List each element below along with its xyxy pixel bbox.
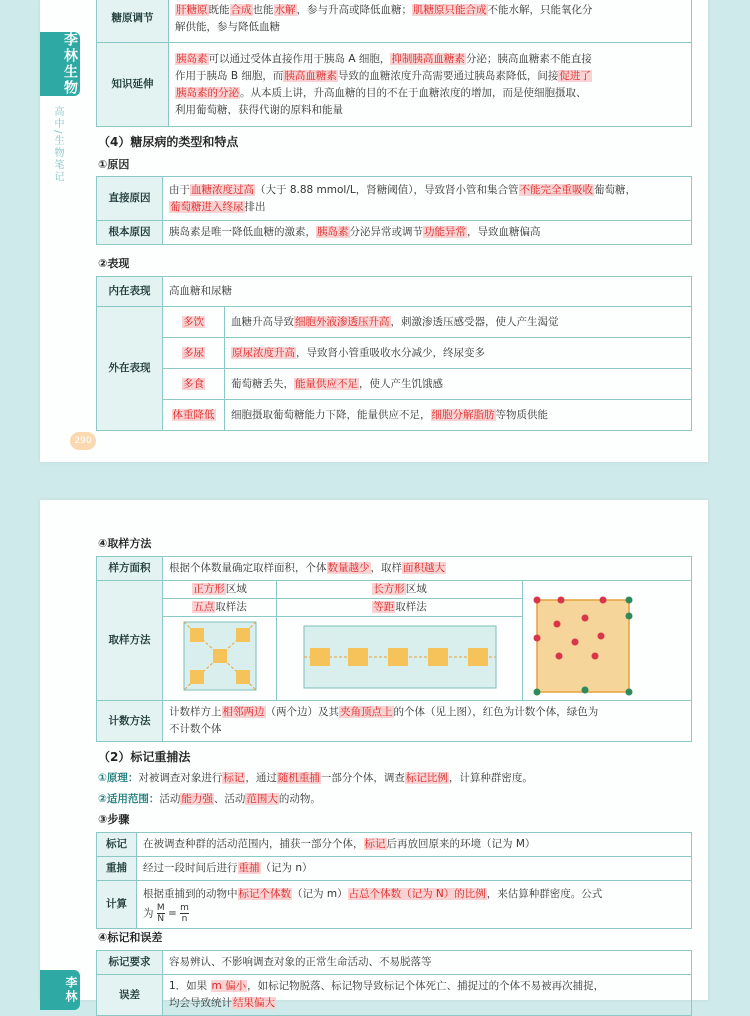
text-segment: 计数样方上 — [169, 706, 222, 718]
text-segment: 葡萄糖， — [594, 183, 636, 196]
text-line — [169, 704, 685, 721]
text-segment: 区域 — [405, 583, 427, 595]
text-segment: 的个体（见上图），红色为计数个体，绿色为 — [393, 706, 599, 718]
cause-table — [96, 176, 692, 245]
rect-title — [277, 581, 523, 599]
highlight-text: 面积越大 — [403, 562, 445, 574]
subsection-title: ①原因 — [98, 158, 130, 171]
text-line — [169, 978, 685, 995]
highlight-text: 细胞外液渗透压升高 — [295, 315, 390, 328]
symptom-content — [225, 338, 692, 369]
scope-line — [98, 791, 321, 806]
highlight-text: 合成 — [230, 3, 252, 16]
sample-square — [428, 648, 448, 666]
corner-diagram-cell — [523, 581, 692, 701]
text-segment: ，取样 — [370, 562, 402, 574]
text-segment: 导致的血糖浓度升高需要通过胰岛素降低，间接 — [337, 69, 559, 82]
bold-label: ②适用范围： — [98, 793, 160, 805]
symptom-name — [163, 338, 225, 369]
text-segment: （两个边）及其 — [265, 706, 339, 718]
highlight-text: 胰岛素 — [176, 52, 208, 65]
text-line — [175, 68, 685, 85]
steps-table — [96, 832, 692, 929]
dot-red — [558, 596, 565, 603]
dot-red — [598, 632, 605, 639]
section-title: （2）标记重捕法 — [98, 750, 191, 764]
denominator: n — [181, 913, 188, 924]
five-point-cell — [163, 617, 277, 701]
five-point-diagram — [182, 620, 258, 692]
highlight-text: m 偏小 — [211, 980, 247, 992]
fraction-mn — [157, 903, 165, 924]
highlight-text: 长方形 — [373, 583, 405, 595]
row-label: 取样方法 — [97, 581, 163, 701]
formula-prefix: 为 — [143, 907, 154, 919]
text-line: 不计数个体 — [169, 723, 222, 735]
text-segment: 胰岛素是唯一降低血糖的激素， — [169, 226, 316, 238]
highlight-text: 血糖浓度过高 — [191, 183, 254, 196]
text-segment: ，导致肾小管重吸收水分减少，终尿变多 — [296, 346, 485, 359]
text-segment: 在被调查种群的活动范围内，捕获一部分个体， — [143, 838, 364, 850]
highlight-text: 胰岛素 — [317, 226, 349, 238]
text-segment: ，计算种群密度。 — [448, 772, 533, 784]
sample-square — [310, 648, 330, 666]
text-segment: 取样法 — [215, 601, 247, 613]
dot-green — [534, 688, 541, 695]
square-method — [163, 599, 277, 617]
text-segment: 既能 — [208, 3, 230, 16]
highlight-text: 相邻两边 — [222, 706, 265, 718]
square-title — [163, 581, 277, 599]
text-segment: 可以通过受体直接作用于胰岛 A 细胞， — [208, 52, 391, 65]
dot-green — [626, 596, 633, 603]
highlight-text: 范围大 — [246, 793, 278, 805]
highlight-text: 细胞分解脂肪 — [431, 408, 495, 421]
row-content — [163, 221, 692, 245]
text-segment: 。从本质上讲，升高血糖的目的不在于血糖浓度的增加，而是使细胞摄取、 — [240, 86, 587, 99]
denominator: N — [157, 913, 165, 924]
text-segment: （记为 n） — [260, 862, 313, 874]
dot-red — [572, 638, 579, 645]
symptom-label: 多食 — [183, 377, 204, 390]
text-line — [175, 51, 685, 68]
side-subtitle: 高中/生物笔记 — [52, 106, 63, 184]
symptom-name — [163, 307, 225, 338]
text-segment: 1．如果 — [169, 980, 211, 992]
text-segment: 排出 — [244, 200, 266, 213]
text-segment: 区域 — [225, 583, 247, 595]
rect-method — [277, 599, 523, 617]
text-segment: ，参与升高或降低血糖； — [296, 3, 412, 16]
row-label: 直接原因 — [97, 177, 163, 221]
text-segment: 对被调查对象进行 — [138, 772, 223, 784]
row-content — [169, 43, 692, 127]
text-segment: 根据重捕到的动物中 — [143, 887, 238, 900]
sample-square — [468, 648, 488, 666]
text-segment: 也能 — [252, 3, 274, 16]
text-segment: 作用于胰岛 B 细胞，而 — [175, 69, 284, 82]
symptom-name — [163, 369, 225, 400]
row-content — [163, 177, 692, 221]
highlight-text: 葡萄糖进入终尿 — [170, 200, 244, 213]
text-line — [175, 2, 685, 19]
sampling-table — [96, 556, 692, 742]
row-label: 知识延伸 — [97, 43, 169, 127]
row-label: 内在表现 — [97, 277, 163, 307]
sample-square — [236, 628, 250, 642]
highlight-text: 随机重捕 — [277, 772, 320, 784]
highlight-text: 抑制胰高血糖素 — [391, 52, 465, 65]
row-content — [163, 975, 692, 1016]
highlight-text: 功能异常 — [424, 226, 466, 238]
dot-red — [600, 596, 607, 603]
text-segment: ，导致血糖偏高 — [467, 226, 541, 238]
highlight-text: 能力强 — [181, 793, 213, 805]
dot-red — [534, 634, 541, 641]
row-label: 标记 — [97, 833, 137, 857]
row-label: 计算 — [97, 881, 137, 929]
dot-green — [626, 688, 633, 695]
highlight-text: 不能完全重吸收 — [519, 183, 593, 196]
side-tab-bottom: 李林 — [40, 970, 80, 1010]
text-segment: ，刺激渗透压感受器，使人产生渴觉 — [390, 315, 559, 328]
text-segment: ，通过 — [245, 772, 277, 784]
row-label: 标记要求 — [97, 951, 163, 975]
text-segment: 均会导致统计 — [169, 997, 232, 1009]
sample-square — [190, 670, 204, 684]
text-line — [169, 182, 685, 199]
highlight-text: 五点 — [193, 601, 215, 613]
glycogen-table — [96, 0, 692, 127]
row-label: 误差 — [97, 975, 163, 1016]
numerator: m — [180, 902, 189, 913]
text-line — [143, 886, 685, 903]
text-line — [169, 199, 685, 216]
dot-red — [592, 652, 599, 659]
formula — [143, 903, 685, 924]
text-segment: 分泌；胰高血糖素不能直接 — [465, 52, 592, 65]
sample-square — [348, 648, 368, 666]
subsection-title: ④取样方法 — [98, 537, 152, 550]
highlight-text: 标记比例 — [405, 772, 448, 784]
highlight-text: 标记 — [364, 838, 386, 850]
symptom-label: 多尿 — [183, 346, 204, 359]
row-content — [163, 701, 692, 742]
principle-line — [98, 770, 533, 785]
dot-green — [582, 686, 589, 693]
row-label: 糖原调节 — [97, 0, 169, 43]
text-segment: 血糖升高导致 — [231, 315, 294, 328]
text-segment: ，来估算种群密度。公式 — [486, 887, 603, 900]
text-line — [169, 995, 685, 1012]
dot-red — [554, 620, 561, 627]
sample-square — [190, 628, 204, 642]
symptom-content — [225, 307, 692, 338]
symptom-name — [163, 400, 225, 431]
highlight-text: 水解 — [274, 3, 296, 16]
subsection-title: ④标记和误差 — [98, 931, 163, 944]
text-segment: 、活动 — [213, 793, 246, 805]
highlight-text: 肌糖原只能合成 — [413, 3, 487, 16]
dot-red — [582, 614, 589, 621]
highlight-text: 占总个体数（记为 N）的比例 — [348, 887, 486, 900]
text-segment: 分泌异常或调节 — [349, 226, 423, 238]
side-tab: 李林生物 — [40, 32, 80, 96]
page-bottom — [40, 500, 708, 1009]
row-label: 计数方法 — [97, 701, 163, 742]
highlight-text: 肝糖原 — [176, 3, 208, 16]
equals-sign: = — [167, 907, 177, 919]
text-segment: 不能水解，只能氧化分 — [487, 3, 593, 16]
bold-label: ①原理： — [98, 772, 139, 784]
section-title: （4）糖尿病的类型和特点 — [98, 135, 239, 149]
highlight-text: 数量越少 — [327, 562, 370, 574]
highlight-text: 标记 — [223, 772, 245, 784]
subsection-title: ②表现 — [98, 257, 130, 270]
highlight-text: 重捕 — [238, 862, 260, 874]
text-segment: 后再放回原来的环境（记为 M） — [386, 838, 536, 850]
text-segment: （记为 m） — [292, 887, 348, 900]
text-line — [175, 85, 685, 102]
text-segment: 等物质供能 — [495, 408, 548, 421]
numerator: M — [156, 902, 165, 913]
row-content — [137, 857, 692, 881]
row-label: 外在表现 — [97, 307, 163, 431]
dot-green — [626, 612, 633, 619]
sample-square — [213, 649, 227, 663]
row-content — [137, 881, 692, 929]
sample-square — [537, 600, 629, 692]
equidistant-cell — [277, 617, 523, 701]
text-segment: 由于 — [169, 183, 190, 196]
text-line: 利用葡萄糖，获得代谢的原料和能量 — [175, 103, 343, 116]
highlight-text: 胰岛素的分泌 — [176, 86, 239, 99]
highlight-text: 等距 — [373, 601, 395, 613]
corner-count-diagram — [523, 586, 641, 690]
highlight-text: 标记个体数 — [238, 887, 291, 900]
row-label: 重捕 — [97, 857, 137, 881]
highlight-text: 结果偏大 — [233, 997, 275, 1009]
row-label: 根本原因 — [97, 221, 163, 245]
symptom-table — [96, 276, 692, 431]
highlight-text: 夹角顶点上 — [340, 706, 393, 718]
row-content — [163, 557, 692, 581]
sample-square — [236, 670, 250, 684]
subsection-title: ③步骤 — [98, 813, 130, 826]
text-segment: 葡萄糖丢失， — [231, 377, 294, 390]
text-segment: ，如标记物脱落、标记物导致标记个体死亡、捕捉过的个体不易被再次捕捉， — [247, 980, 605, 992]
page-number: 290 — [70, 432, 96, 450]
text-segment: 经过一段时间后进行 — [143, 862, 238, 874]
highlight-text: 正方形 — [193, 583, 225, 595]
symptom-label: 体重降低 — [172, 408, 215, 421]
text-segment: 活动 — [159, 793, 181, 805]
highlight-text: 能量供应不足 — [295, 377, 358, 390]
text-segment: ，使人产生饥饿感 — [359, 377, 443, 390]
row-content: 容易辨认、不影响调查对象的正常生命活动、不易脱落等 — [163, 951, 692, 975]
text-segment: 的动物。 — [278, 793, 321, 805]
text-segment: 细胞摄取葡萄糖能力下降，能量供应不足， — [231, 408, 431, 421]
text-segment: 根据个体数量确定取样面积，个体 — [169, 562, 327, 574]
page-top — [40, 0, 708, 462]
symptom-content — [225, 369, 692, 400]
text-segment: 取样法 — [395, 601, 427, 613]
highlight-text: 促进了 — [559, 69, 591, 82]
symptom-content — [225, 400, 692, 431]
dot-red — [556, 652, 563, 659]
highlight-text: 胰高血糖素 — [284, 69, 337, 82]
dot-red — [534, 596, 541, 603]
text-segment: （大于 8.88 mmol/L，肾糖阈值），导致肾小管和集合管 — [255, 183, 519, 196]
row-content — [169, 0, 692, 43]
text-line: 解供能，参与降低血糖 — [175, 20, 280, 33]
error-table — [96, 950, 692, 1016]
row-label: 样方面积 — [97, 557, 163, 581]
equidistant-diagram — [302, 620, 498, 692]
sample-square — [388, 648, 408, 666]
text-segment: 一部分个体，调查 — [320, 772, 405, 784]
row-content — [137, 833, 692, 857]
symptom-label: 多饮 — [183, 315, 204, 328]
highlight-text: 原尿浓度升高 — [232, 346, 295, 359]
row-content: 高血糖和尿糖 — [163, 277, 692, 307]
fraction-mn-lower — [180, 903, 189, 924]
